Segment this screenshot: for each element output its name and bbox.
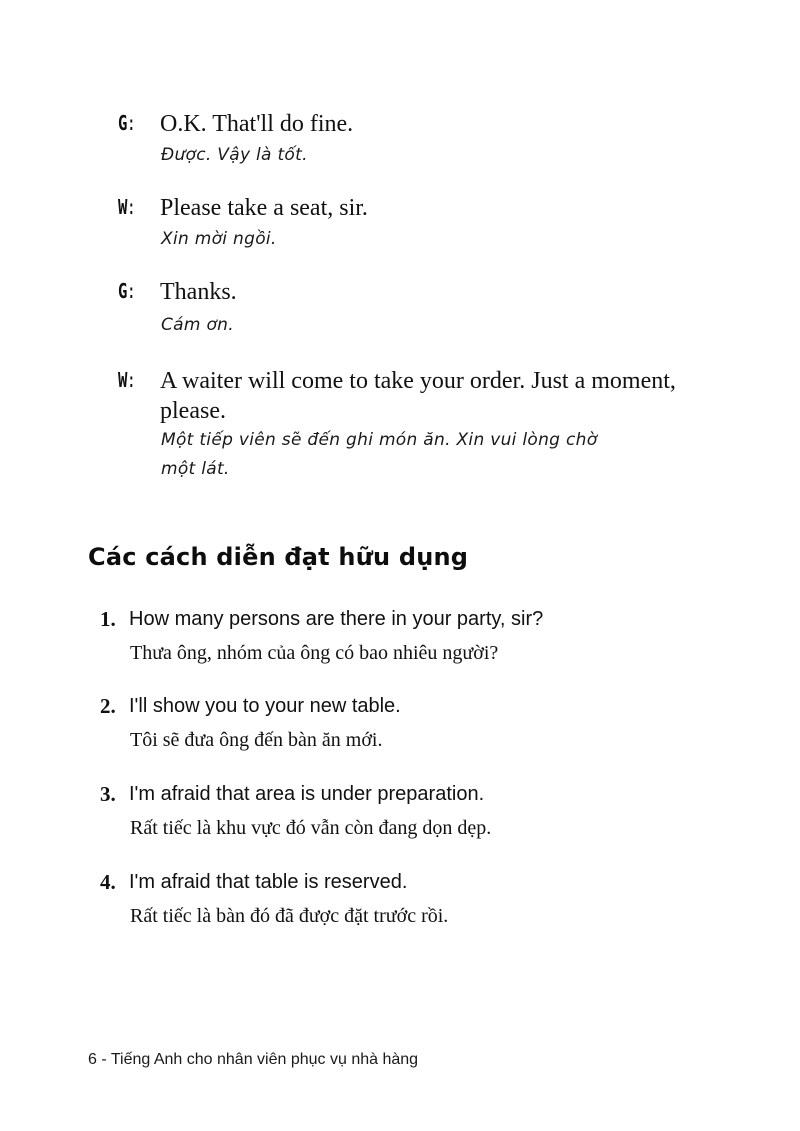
- vietnamese-line-1: Một tiếp viên sẽ đến ghi món ăn. Xin vui lòng chờ: [161, 430, 598, 450]
- book-title: Tiếng Anh cho nhân viên phục vụ nhà hàng: [110, 1051, 419, 1068]
- vietnamese-translation: Được. Vậy là tốt.: [161, 145, 308, 165]
- phrase-english: How many persons are there in your party, sir?: [129, 608, 544, 630]
- english-line-2: please.: [160, 398, 226, 424]
- phrase-vietnamese: Thưa ông, nhóm của ông có bao nhiêu người?: [130, 642, 499, 664]
- english-line: [160, 366, 780, 426]
- vietnamese-line-2: một lát.: [161, 459, 230, 479]
- speaker-label: G:: [118, 279, 136, 303]
- vietnamese-translation: Xin mời ngồi.: [161, 229, 277, 249]
- english-line: Please take a seat, sir.: [160, 195, 368, 221]
- page-number: 6: [88, 1051, 97, 1068]
- phrase-english: I'll show you to your new table.: [129, 695, 401, 717]
- english-line: O.K. That'll do fine.: [160, 111, 354, 137]
- phrase-number: 3.: [100, 782, 116, 806]
- vietnamese-translation: [161, 426, 771, 484]
- speaker-label: W:: [118, 195, 136, 219]
- speaker-label: G:: [118, 111, 136, 135]
- phrase-vietnamese: Tôi sẽ đưa ông đến bàn ăn mới.: [130, 729, 383, 751]
- phrase-vietnamese: Rất tiếc là khu vực đó vẫn còn đang dọn dẹp.: [130, 817, 492, 839]
- page-footer: [88, 1051, 418, 1069]
- phrase-english: I'm afraid that area is under preparation.: [129, 783, 485, 805]
- phrase-number: 4.: [100, 870, 116, 894]
- phrase-number: 2.: [100, 694, 116, 718]
- footer-separator: -: [101, 1051, 107, 1068]
- phrase-english: I'm afraid that table is reserved.: [129, 871, 408, 893]
- phrase-vietnamese: Rất tiếc là bàn đó đã được đặt trước rồi.: [130, 905, 449, 927]
- english-line-1: A waiter will come to take your order. Just a moment,: [160, 368, 676, 394]
- phrase-number: 1.: [100, 607, 116, 631]
- speaker-label: W:: [118, 368, 136, 392]
- vietnamese-translation: Cám ơn.: [161, 315, 234, 335]
- english-line: Thanks.: [160, 279, 237, 305]
- section-heading: Các cách diễn đạt hữu dụng: [88, 543, 469, 571]
